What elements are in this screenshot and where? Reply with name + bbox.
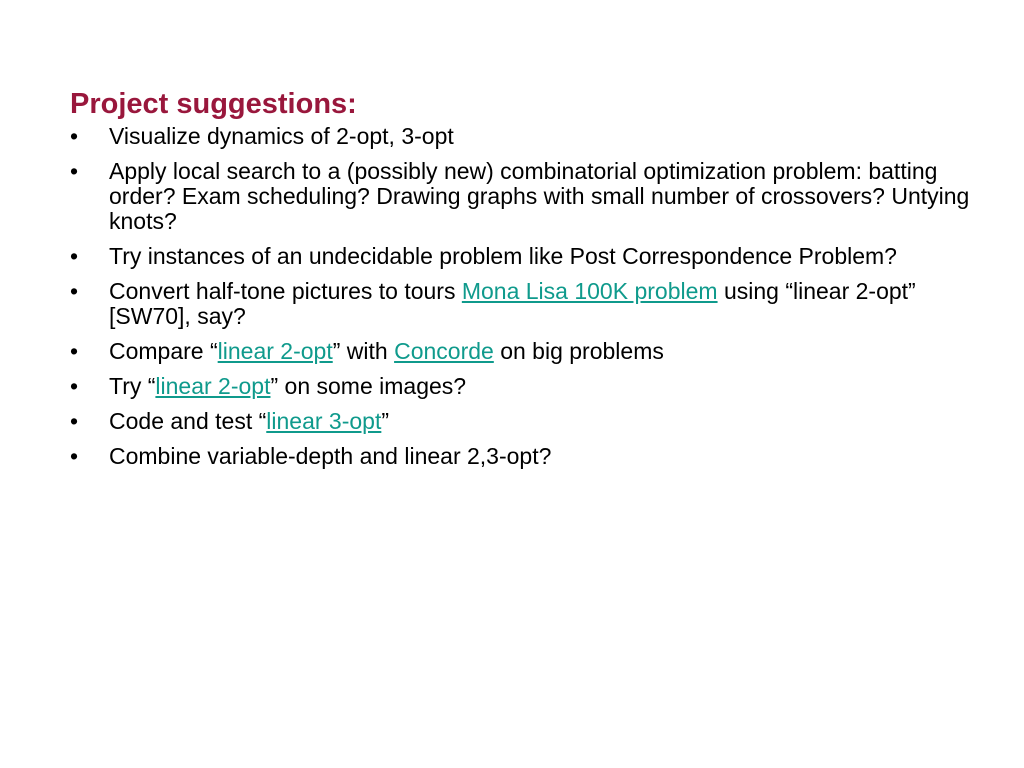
bullet-icon: •	[70, 373, 79, 399]
bullet-text: Compare “	[109, 338, 218, 364]
bullet-item-code-test	[70, 409, 970, 434]
bullet-item-undecidable	[70, 244, 970, 269]
linear-3-opt-link[interactable]: linear 3-opt	[266, 408, 382, 434]
linear-2-opt-link[interactable]: linear 2-opt	[217, 338, 333, 364]
bullet-text: ” on some images?	[270, 373, 467, 399]
bullet-item-combine	[70, 444, 970, 469]
linear-2-opt-link[interactable]: linear 2-opt	[155, 373, 271, 399]
bullet-item-visualize	[70, 124, 970, 149]
bullet-item-images	[70, 374, 970, 399]
bullet-text: Combine variable-depth and linear 2,3-opt?	[109, 443, 552, 469]
concorde-link[interactable]: Concorde	[394, 338, 494, 364]
bullet-item-half-tone	[70, 279, 970, 329]
bullet-text: Try instances of an undecidable problem like Post Correspondence Problem?	[109, 243, 897, 269]
bullet-text: Visualize dynamics of 2-opt, 3-opt	[109, 123, 454, 149]
bullet-list	[70, 124, 970, 479]
bullet-text: ”	[381, 408, 390, 434]
mona-lisa-link[interactable]: Mona Lisa 100K problem	[461, 278, 718, 304]
bullet-text: Apply local search to a (possibly new) combinatorial optimization problem: batting order? Exam scheduling? Drawing graphs with small number of crossovers? Untying knots?	[109, 158, 970, 234]
bullet-icon: •	[70, 158, 79, 184]
bullet-text: Try “	[109, 373, 156, 399]
slide-title: Project suggestions:	[70, 88, 357, 120]
bullet-icon: •	[70, 123, 79, 149]
bullet-text: Convert half-tone pictures to tours	[109, 278, 462, 304]
bullet-item-compare	[70, 339, 970, 364]
bullet-text: Code and test “	[109, 408, 267, 434]
bullet-icon: •	[70, 278, 79, 304]
bullet-text: ” with	[332, 338, 395, 364]
bullet-item-local-search	[70, 159, 970, 234]
bullet-icon: •	[70, 243, 79, 269]
bullet-icon: •	[70, 408, 79, 434]
bullet-icon: •	[70, 338, 79, 364]
bullet-text: on big problems	[493, 338, 664, 364]
bullet-text: using “linear 2-opt” [SW70], say?	[109, 278, 916, 329]
bullet-icon: •	[70, 443, 79, 469]
